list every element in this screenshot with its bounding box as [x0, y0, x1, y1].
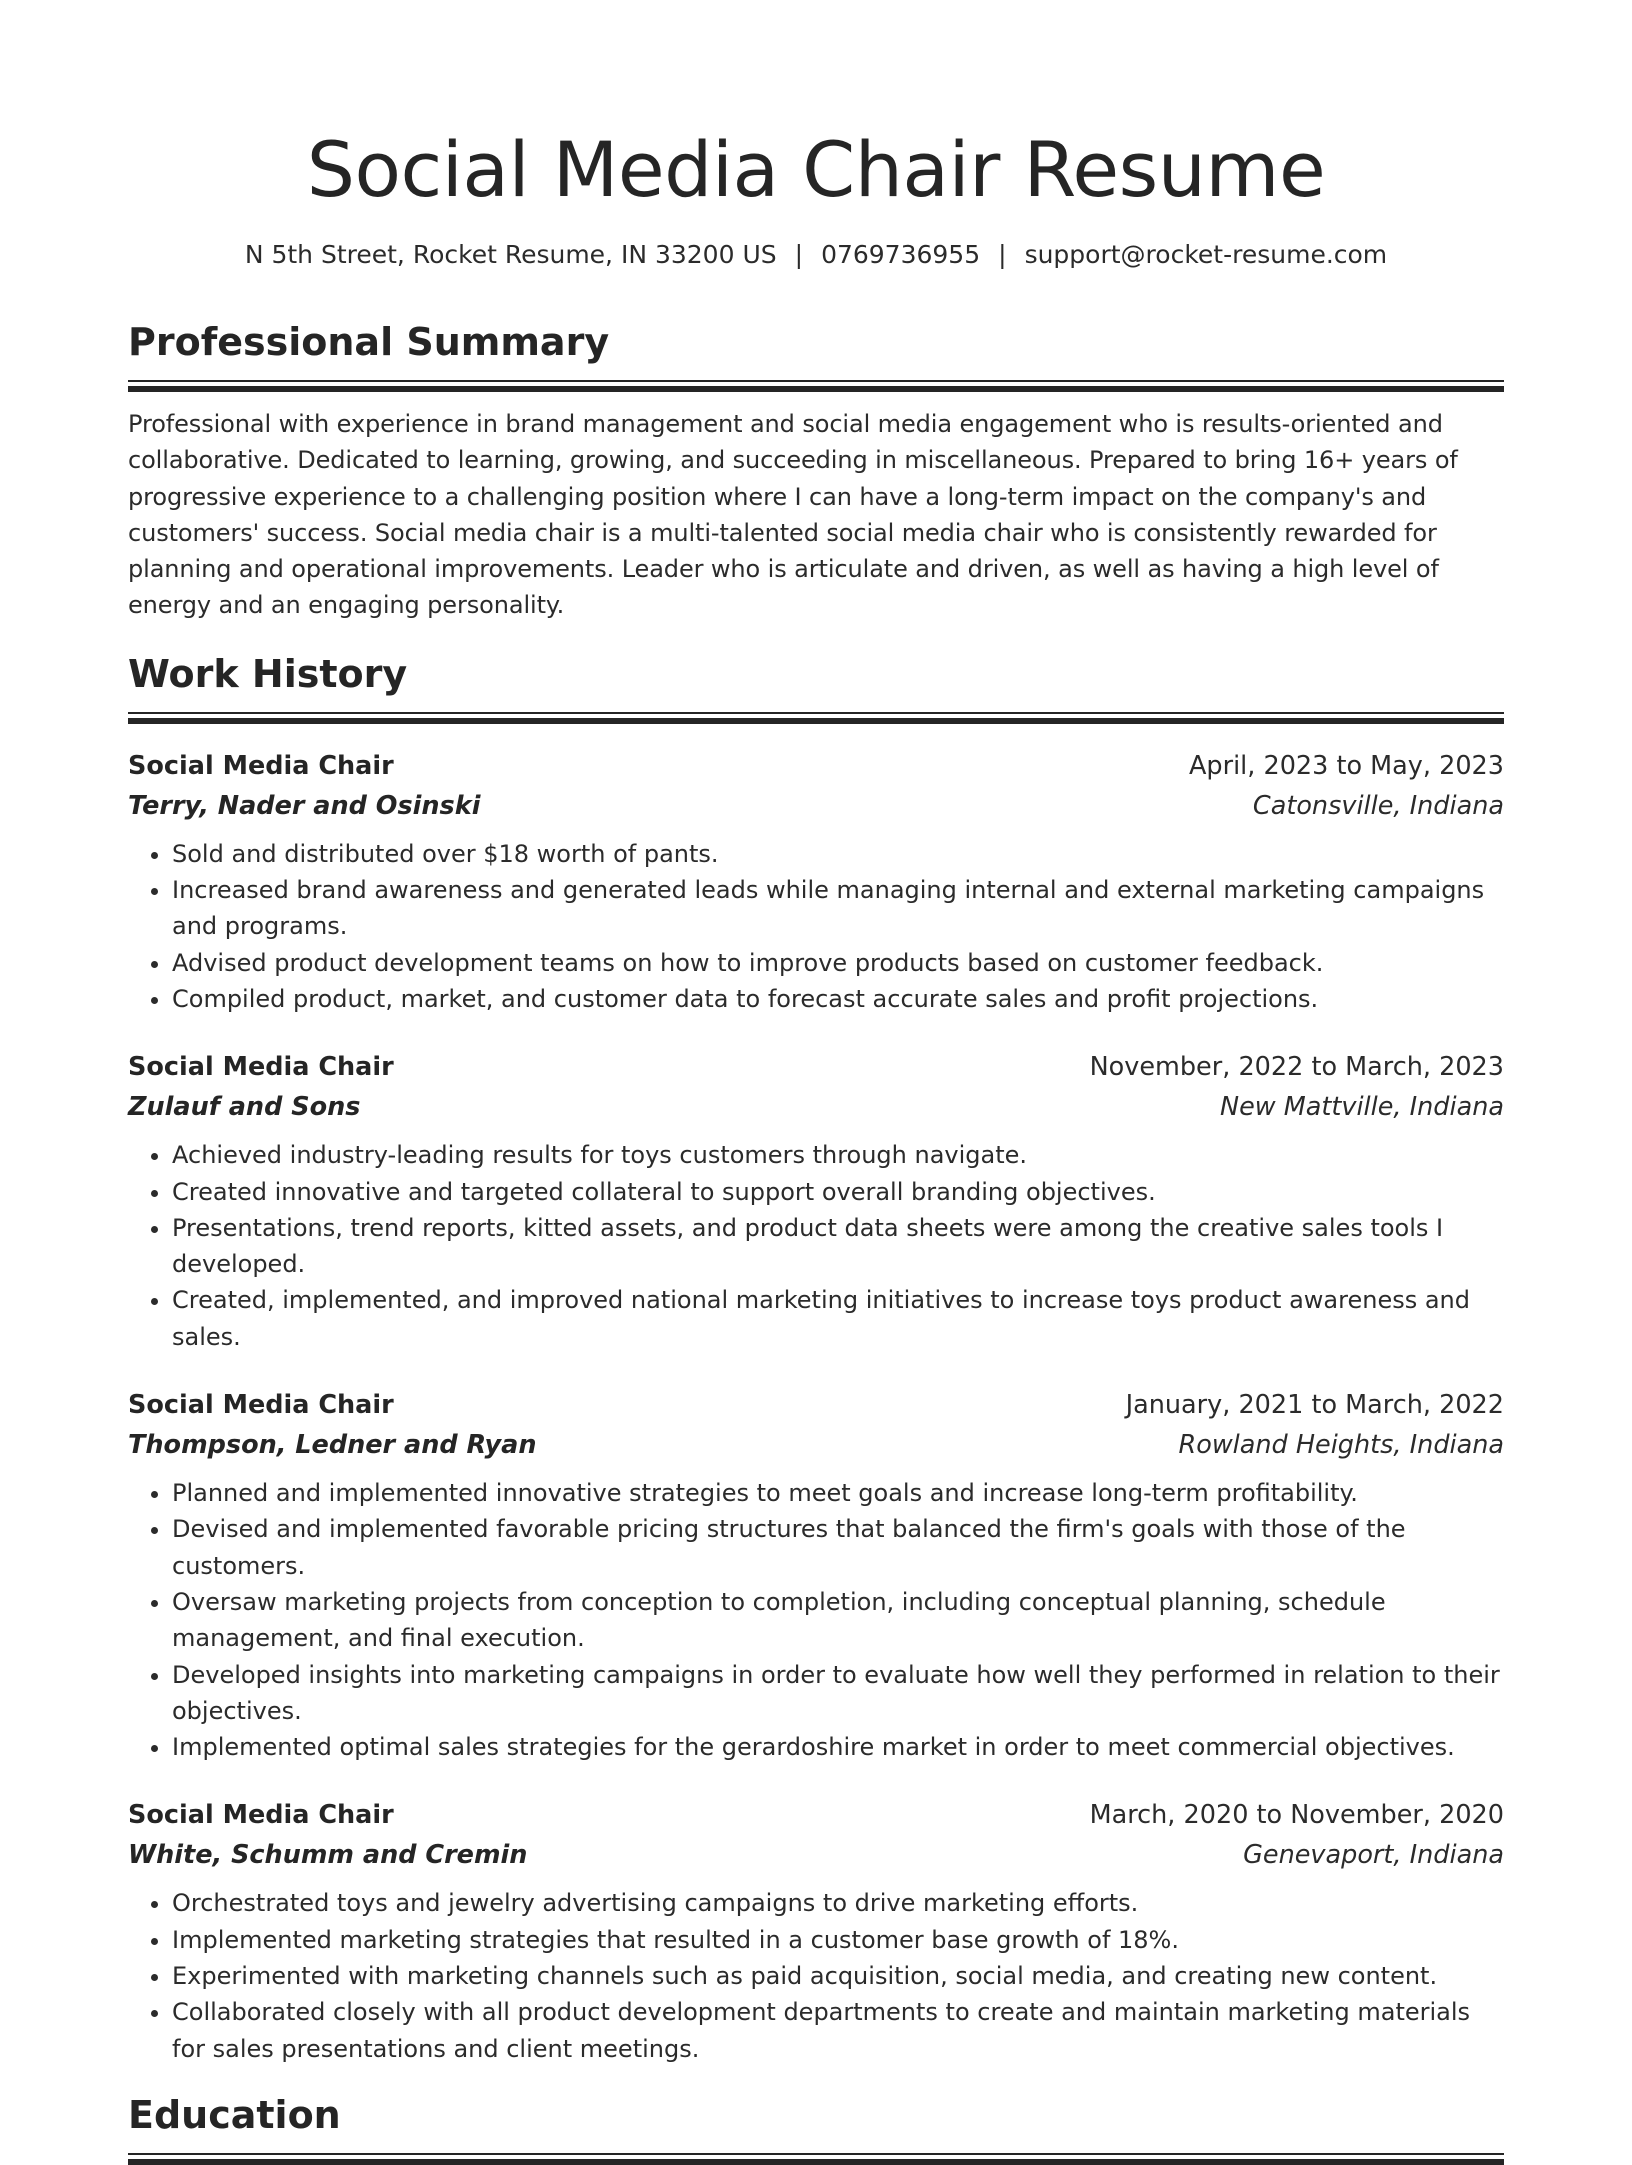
job-location: Rowland Heights, Indiana	[1178, 1430, 1504, 1461]
job-company: Zulauf and Sons	[128, 1092, 361, 1123]
job-bullet: • Increased brand awareness and generated leads while managing internal and external marketing campaigns and programs.	[172, 872, 1504, 945]
job-bullet: • Compiled product, market, and customer data to forecast accurate sales and profit projections.	[172, 981, 1504, 1017]
job-bullets	[128, 1475, 1504, 1765]
education-section	[128, 2089, 1504, 2165]
contact-separator: |	[794, 240, 804, 269]
section-divider	[128, 380, 1504, 392]
job-bullet: • Created, implemented, and improved national marketing initiatives to increase toys product awareness and sales.	[172, 1282, 1504, 1355]
job-dates: April, 2023 to May, 2023	[1188, 750, 1504, 781]
job-entry	[128, 1385, 1504, 1765]
education-heading: Education	[128, 2092, 341, 2137]
contact-address: N 5th Street, Rocket Resume, IN 33200 US	[244, 240, 777, 269]
job-dates: November, 2022 to March, 2023	[1089, 1052, 1504, 1083]
job-company: Terry, Nader and Osinski	[128, 790, 481, 821]
contact-line	[128, 238, 1504, 272]
resume-name: Social Media Chair Resume	[306, 125, 1326, 214]
job-title: Social Media Chair	[128, 1052, 394, 1083]
job-location: Genevaport, Indiana	[1243, 1840, 1504, 1871]
job-bullet: • Collaborated closely with all product development departments to create and maintain marketing materials for sales presentations and client meetings.	[172, 1994, 1504, 2067]
summary-text: Professional with experience in brand management and social media engagement who is results-oriented and collaborative. Dedicated to learning, growing, and succeeding in miscellaneous. Prepared to bring 16+ years of progressive experience to a challenging position where I can have a long-term impact on the company's and customers' success. Social media chair is a multi-talented social media chair who is consistently rewarded for planning and operational improvements. Leader who is articulate and driven, as well as having a high level of energy and an engaging personality.	[128, 410, 1458, 620]
job-bullet: • Advised product development teams on how to improve products based on customer feedback.	[172, 945, 1504, 981]
job-location: Catonsville, Indiana	[1252, 790, 1504, 821]
contact-separator: |	[998, 240, 1007, 269]
job-company: White, Schumm and Cremin	[128, 1840, 528, 1871]
job-entry	[128, 1795, 1504, 2066]
work-history-heading: Work History	[128, 651, 408, 696]
job-title: Social Media Chair	[128, 1800, 394, 1831]
contact-phone: 0769736955	[821, 240, 981, 269]
contact-email: support@rocket-resume.com	[1024, 240, 1388, 269]
job-title: Social Media Chair	[128, 750, 394, 781]
job-bullets	[128, 1885, 1504, 2066]
job-bullet: • Presentations, trend reports, kitted assets, and product data sheets were among the creative sales tools I developed.	[172, 1210, 1504, 1283]
job-bullet: • Sold and distributed over $18 worth of pants.	[172, 836, 1504, 872]
job-dates: March, 2020 to November, 2020	[1089, 1800, 1504, 1831]
job-bullet: • Implemented optimal sales strategies for the gerardoshire market in order to meet commercial objectives.	[172, 1729, 1504, 1765]
job-bullet: • Implemented marketing strategies that resulted in a customer base growth of 18%.	[172, 1922, 1504, 1958]
work-history-section	[128, 648, 1504, 2067]
job-bullets	[128, 836, 1504, 1017]
job-entry	[128, 1047, 1504, 1355]
job-title: Social Media Chair	[128, 1390, 394, 1421]
job-bullet: • Developed insights into marketing campaigns in order to evaluate how well they performed in relation to their objectives.	[172, 1657, 1504, 1730]
summary-section	[128, 316, 1504, 624]
job-bullet: • Achieved industry-leading results for toys customers through navigate.	[172, 1137, 1504, 1173]
job-bullet: • Oversaw marketing projects from conception to completion, including conceptual planning, schedule management, and final execution.	[172, 1584, 1504, 1657]
job-dates: January, 2021 to March, 2022	[1125, 1390, 1504, 1421]
summary-heading: Professional Summary	[128, 320, 610, 364]
job-location: New Mattville, Indiana	[1220, 1092, 1504, 1123]
job-bullet: • Devised and implemented favorable pricing structures that balanced the firm's goals with those of the customers.	[172, 1511, 1504, 1584]
job-bullet: • Planned and implemented innovative strategies to meet goals and increase long-term profitability.	[172, 1475, 1504, 1511]
section-divider	[128, 2153, 1504, 2165]
job-bullet: • Experimented with marketing channels such as paid acquisition, social media, and creating new content.	[172, 1958, 1504, 1994]
job-bullet: • Created innovative and targeted collateral to support overall branding objectives.	[172, 1174, 1504, 1210]
job-bullet: • Orchestrated toys and jewelry advertising campaigns to drive marketing efforts.	[172, 1885, 1504, 1921]
section-divider	[128, 712, 1504, 724]
job-company: Thompson, Ledner and Ryan	[128, 1430, 537, 1461]
job-bullets	[128, 1137, 1504, 1355]
job-entry	[128, 746, 1504, 1017]
